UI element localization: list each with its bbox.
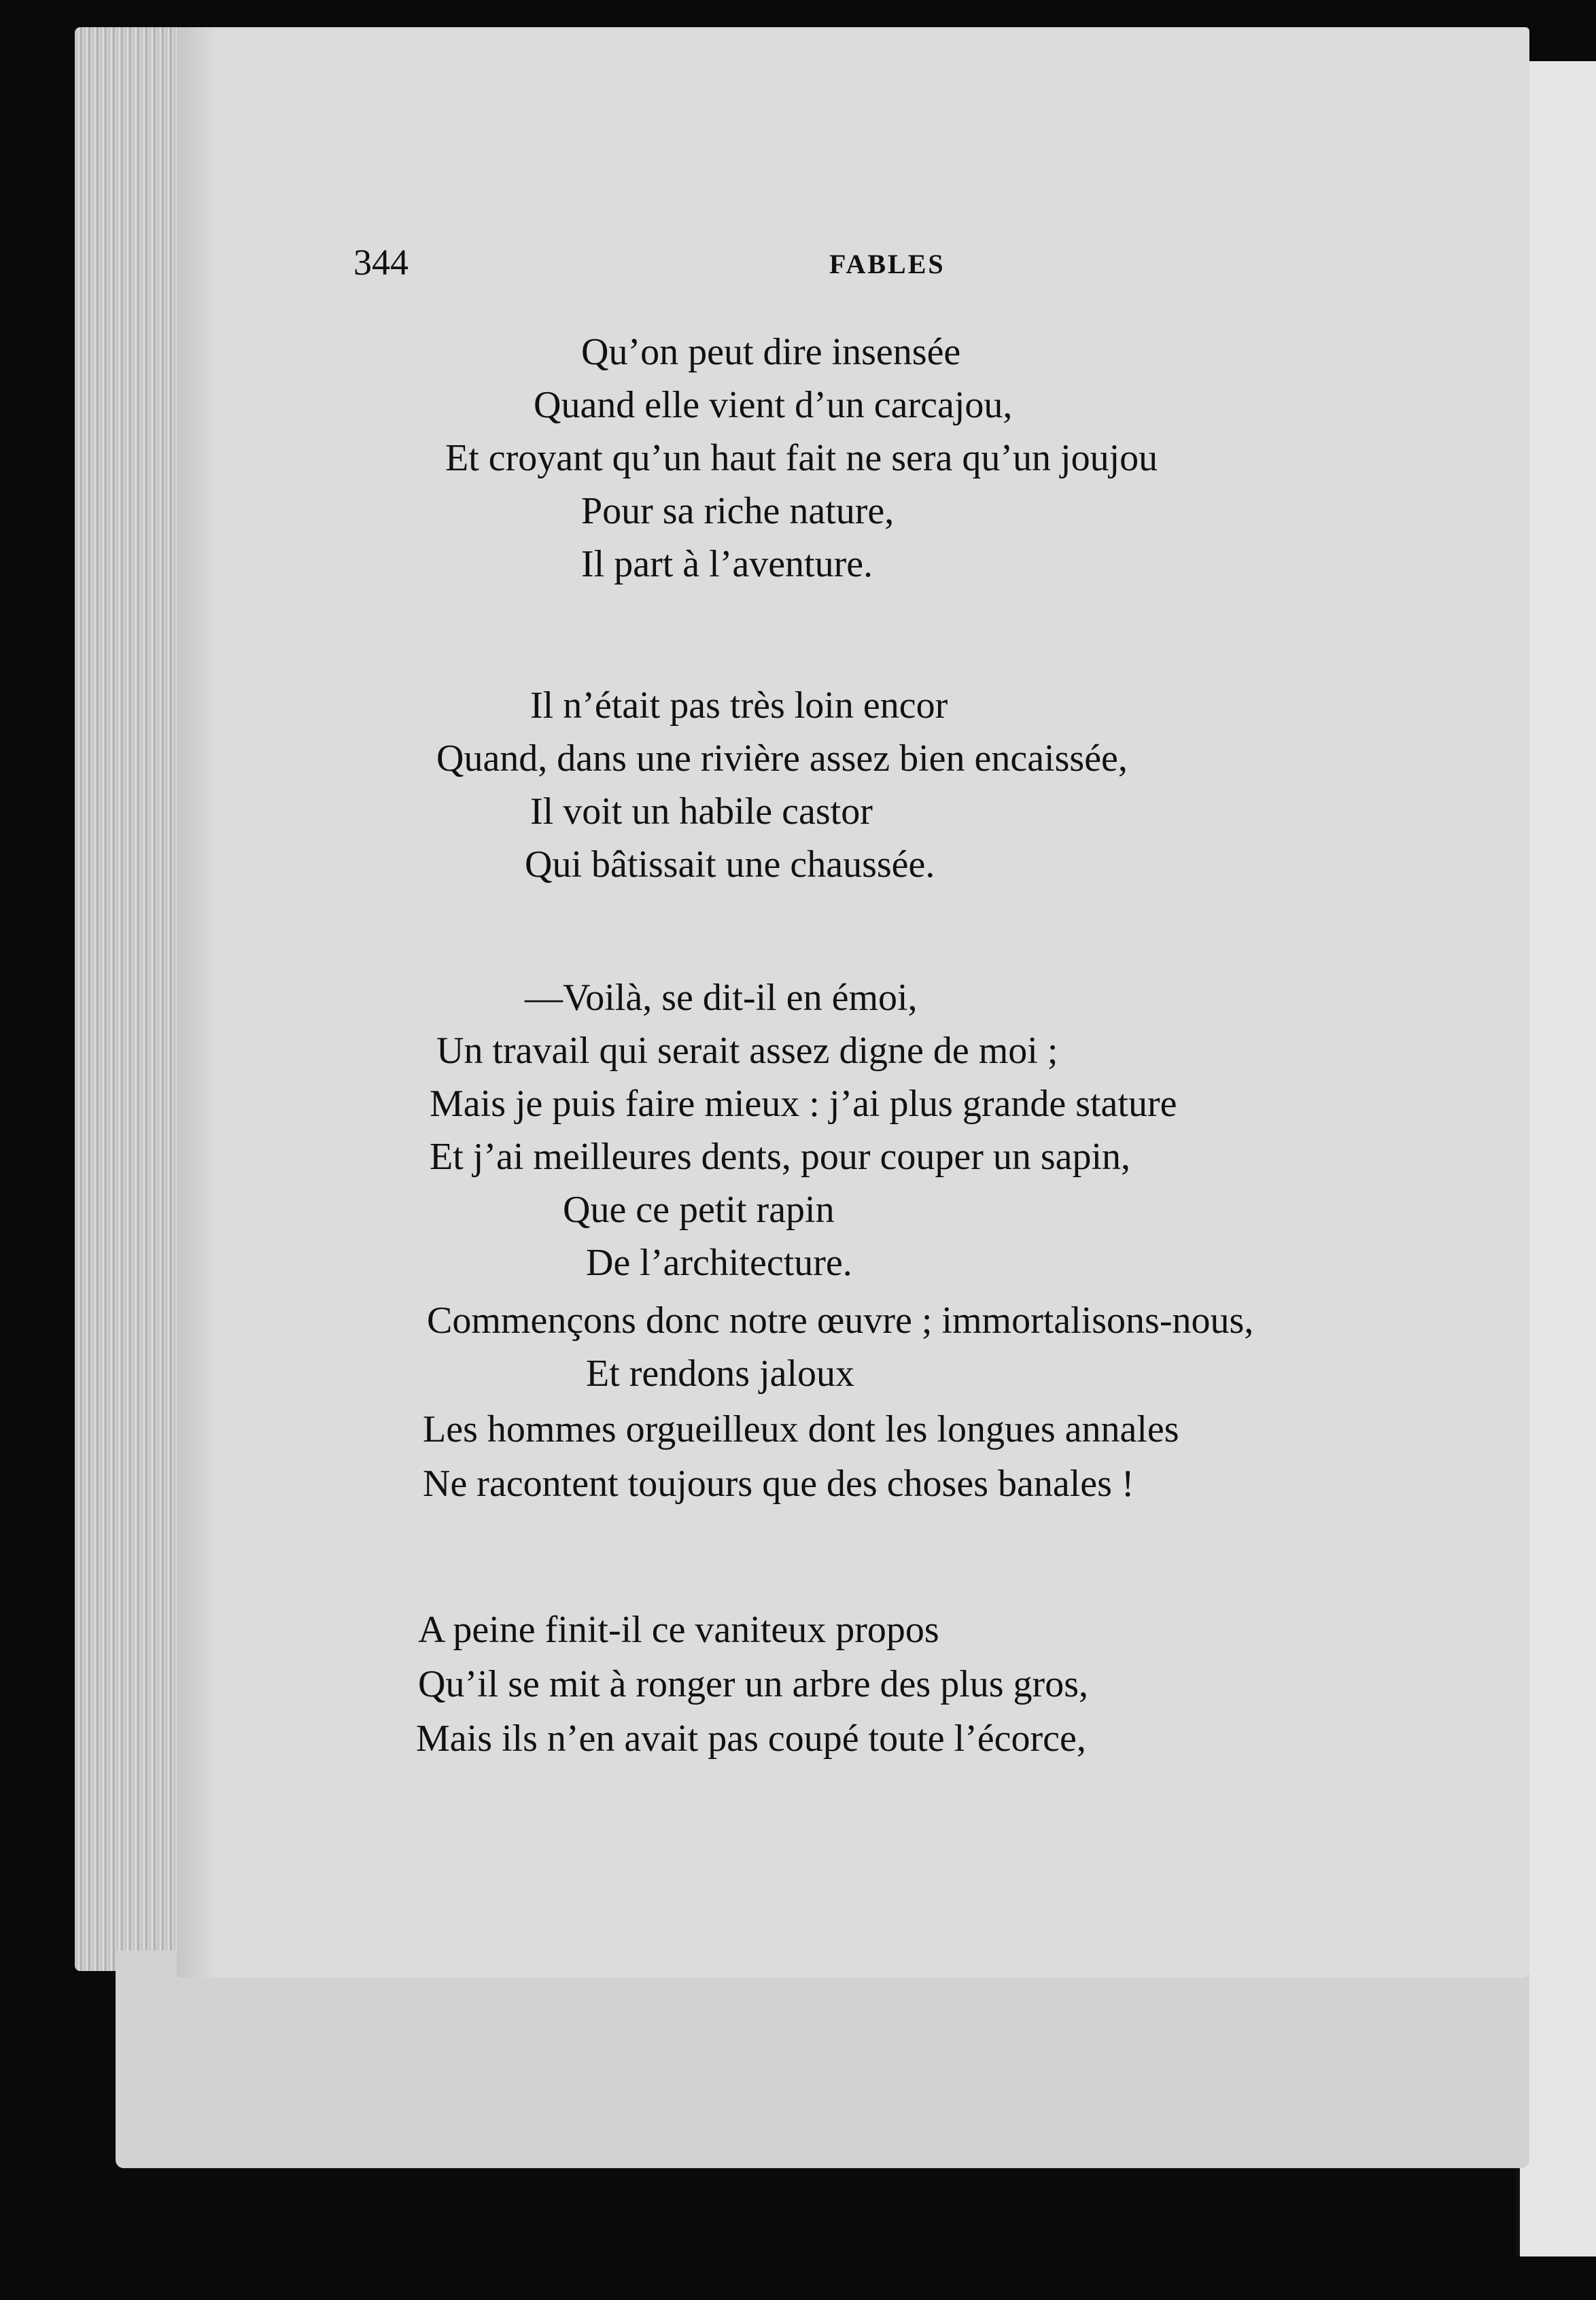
verse-line: Un travail qui serait assez digne de moi ; bbox=[436, 1030, 1058, 1072]
verse-line: Et j’ai meilleures dents, pour couper un sapin, bbox=[430, 1136, 1131, 1178]
verse-line: Mais je puis faire mieux : j’ai plus grande stature bbox=[430, 1083, 1177, 1125]
verse-line: Quand elle vient d’un carcajou, bbox=[534, 384, 1013, 426]
verse-line: Mais ils n’en avait pas coupé toute l’écorce, bbox=[416, 1718, 1086, 1760]
page-bottom-margin bbox=[116, 1951, 1529, 2168]
verse-line: Que ce petit rapin bbox=[563, 1189, 835, 1231]
verse-line: Et croyant qu’un haut fait ne sera qu’un joujou bbox=[445, 437, 1158, 479]
verse-line: Il voit un habile castor bbox=[530, 790, 873, 833]
verse-line: Qu’on peut dire insensée bbox=[581, 331, 961, 373]
verse-line: —Voilà, se dit-il en émoi, bbox=[525, 977, 918, 1019]
verse-line: Ne racontent toujours que des choses banales ! bbox=[423, 1463, 1134, 1505]
verse-line: Qui bâtissait une chaussée. bbox=[525, 843, 935, 886]
verse-line: Quand, dans une rivière assez bien encaissée, bbox=[436, 737, 1128, 780]
verse-line: Il part à l’aventure. bbox=[581, 543, 873, 585]
verse-line: A peine finit-il ce vaniteux propos bbox=[418, 1609, 939, 1651]
verse-line: Commençons donc notre œuvre ; immortalisons-nous, bbox=[427, 1300, 1254, 1342]
verse-line: Qu’il se mit à ronger un arbre des plus gros, bbox=[418, 1663, 1088, 1705]
running-title: FABLES bbox=[829, 249, 946, 279]
verse-line: Il n’était pas très loin encor bbox=[530, 684, 948, 727]
verse-line: De l’architecture. bbox=[586, 1242, 852, 1284]
verse-line: Pour sa riche nature, bbox=[581, 490, 895, 532]
running-head bbox=[353, 241, 1373, 289]
verse-line: Les hommes orgueilleux dont les longues annales bbox=[423, 1408, 1179, 1450]
page-number: 344 bbox=[353, 242, 409, 283]
verse-line: Et rendons jaloux bbox=[586, 1353, 855, 1395]
